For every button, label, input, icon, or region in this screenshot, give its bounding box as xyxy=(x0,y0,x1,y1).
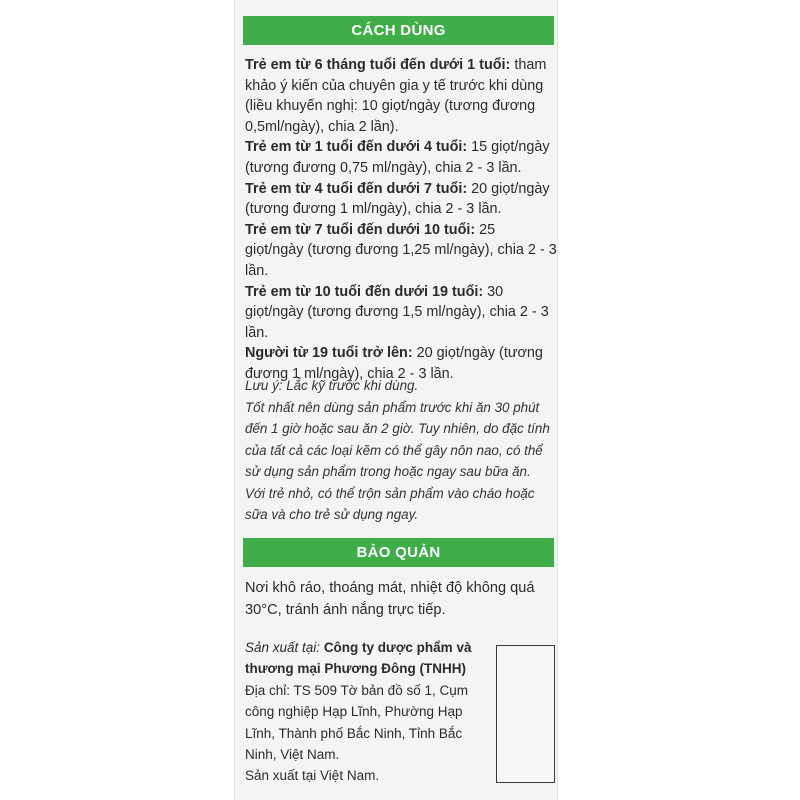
dosage-item xyxy=(245,220,557,282)
usage-notes xyxy=(245,375,557,526)
dosage-label: Trẻ em từ 1 tuổi đến dưới 4 tuổi: xyxy=(245,139,468,156)
children-note: Với trẻ nhỏ, có thể trộn sản phẩm vào cháo hoặc sữa và cho trẻ sử dụng ngay. xyxy=(245,485,535,522)
manufacturer-section xyxy=(245,637,487,787)
dosage-text: 20 giọt/ngày (tương đương 1 ml/ngày), chia 2 - 3 lần. xyxy=(245,180,550,218)
dosage-label: Trẻ em từ 6 tháng tuổi đến dưới 1 tuổi: xyxy=(245,57,511,73)
dosage-label: Trẻ em từ 7 tuổi đến dưới 10 tuổi: xyxy=(245,221,476,238)
dosage-text: tham khảo ý kiến của chuyên gia y tế trước khi dùng (liều khuyến nghị: 10 giọt/ngày (tương đương 0,5ml/ngày), chia 2 lần). xyxy=(245,57,547,135)
storage-header: BẢO QUẢN xyxy=(243,538,554,567)
dosage-text: 25 giọt/ngày (tương đương 1,25 ml/ngày), chia 2 - 3 lần. xyxy=(245,221,557,279)
dosage-text: 20 giọt/ngày (tương đương 1 ml/ngày), chia 2 - 3 lần. xyxy=(245,345,543,382)
made-in: Sản xuất tại Việt Nam. xyxy=(245,768,380,784)
manufacturer-address: Địa chỉ: TS 509 Tờ bản đồ số 1, Cụm công nghiệp Hạp Lĩnh, Phường Hạp Lĩnh, Thành phố Bắc Ninh, Tỉnh Bắc Ninh, Việt Nam. xyxy=(245,682,468,763)
manufacturer-line xyxy=(245,637,487,680)
dosage-text: 30 giọt/ngày (tương đương 1,5 ml/ngày), chia 2 - 3 lần. xyxy=(245,283,549,341)
dosage-list xyxy=(245,55,557,385)
storage-text: Nơi khô ráo, thoáng mát, nhiệt độ không quá 30°C, tránh ánh nắng trực tiếp. xyxy=(245,580,535,618)
storage-section xyxy=(245,577,557,621)
dosage-label: Trẻ em từ 10 tuổi đến dưới 19 tuổi: xyxy=(245,283,484,300)
dosage-label: Người từ 19 tuổi trở lên: xyxy=(245,345,413,362)
dosage-text: 15 giọt/ngày (tương đương 0,75 ml/ngày), chia 2 - 3 lần. xyxy=(245,139,550,176)
batch-info-box xyxy=(496,645,555,783)
manufacturer-label: Sản xuất tại: xyxy=(245,640,324,655)
usage-header: CÁCH DÙNG xyxy=(243,16,554,45)
manufacturer-company: Công ty dược phẩm và thương mại Phương Đông (TNHH) xyxy=(245,640,472,677)
dosage-item xyxy=(245,282,557,344)
dosage-item xyxy=(245,179,557,220)
dosage-item xyxy=(245,55,557,137)
timing-note: Tốt nhất nên dùng sản phẩm trước khi ăn 30 phút đến 1 giờ hoặc sau ăn 2 giờ. Tuy nhiên, do đặc tính của tất cả các loại kẽm có thể gây nôn nao, có thể sử dụng sản phẩm trong hoặc ngay sau bữa ăn. xyxy=(245,399,550,479)
dosage-item xyxy=(245,137,557,178)
shake-note: Lưu ý: Lắc kỹ trước khi dùng. xyxy=(245,378,419,393)
dosage-label: Trẻ em từ 4 tuổi đến dưới 7 tuổi: xyxy=(245,180,468,197)
